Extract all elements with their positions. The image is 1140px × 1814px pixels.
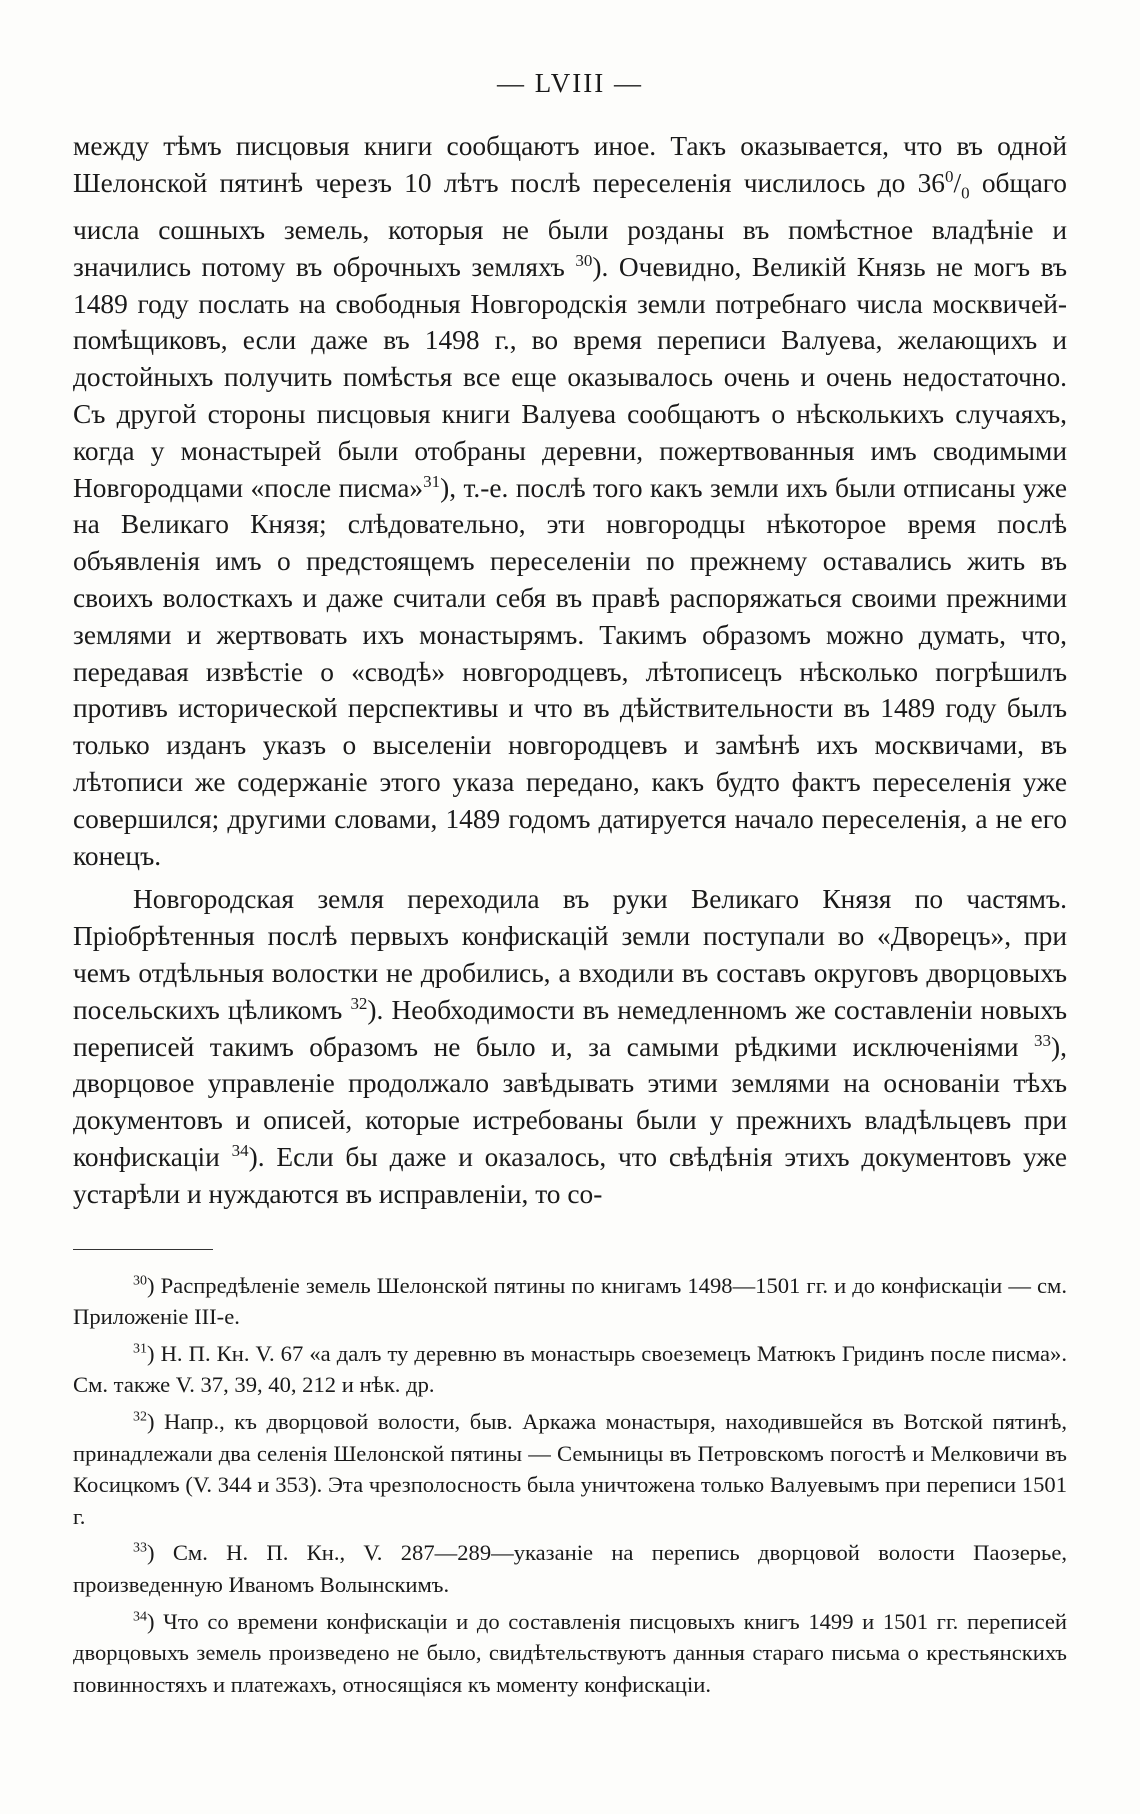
footnote-33 xyxy=(73,1537,1067,1600)
footnote-number: 34 xyxy=(133,1608,147,1624)
footnote-32 xyxy=(73,1406,1067,1532)
paragraph-1 xyxy=(73,128,1067,874)
footnote-text: ) См. Н. П. Кн., V. 287—289—указаніе на перепись дворцовой волости Паозерье, произведенную Иваномъ Волынскимъ. xyxy=(73,1540,1067,1597)
footnote-34 xyxy=(73,1606,1067,1701)
footnote-ref-31: 31 xyxy=(423,471,441,491)
page-number: — LVIII — xyxy=(497,68,643,98)
footnote-text: ) Н. П. Кн. V. 67 «а далъ ту деревню въ монастырь своеземецъ Матюкъ Гридинъ после писма». См. также V. 37, 39, 40, 212 и нѣк. др. xyxy=(73,1340,1067,1398)
footnote-ref-30: 30 xyxy=(575,250,593,270)
footnotes xyxy=(73,1270,1067,1701)
text-run: ). Необходимости въ немедленномъ же составленіи новыхъ переписей такимъ образомъ не было и, за самыми рѣдкими исключеніями xyxy=(73,994,1067,1062)
main-text xyxy=(73,128,1067,1213)
text-run: между тѣмъ писцовыя книги сообщаютъ иное. Такъ оказывается, что въ одной Шелонской пятинѣ черезъ 10 лѣтъ послѣ переселенія числилось до 36 xyxy=(73,131,1067,198)
text-run: ). Если бы даже и оказалось, что свѣдѣнія этихъ документовъ уже устарѣли и нуждаются въ исправленіи, то со- xyxy=(73,1141,1067,1209)
footnote-text: ) Распредѣленіе земель Шелонской пятины по книгамъ 1498—1501 гг. и до конфискаціи — см. Приложеніе III-е. xyxy=(73,1272,1067,1330)
footnote-number: 33 xyxy=(133,1540,147,1556)
percent-sign-upper: 0 xyxy=(944,166,954,186)
footnote-number: 30 xyxy=(133,1273,147,1289)
text-run: Новгородская земля переходила въ руки Великаго Князя по частямъ. Пріобрѣтенныя послѣ первыхъ конфискацій земли поступали во «Дворецъ», при чемъ отдѣльныя волостки не дробились, а входили въ составъ округовъ дворцовыхъ посельскихъ цѣликомъ xyxy=(73,884,1067,1025)
footnote-separator xyxy=(73,1249,213,1250)
footnote-ref-32: 32 xyxy=(350,993,368,1013)
percent-sign-slash: / xyxy=(953,167,962,198)
text-run: ), т.-е. послѣ того какъ земли ихъ были отписаны уже на Великаго Князя; слѣдовательно, эти новгородцы нѣкоторое время послѣ объявленія имъ о предстоящемъ переселеніи по прежнему оставались жить въ своихъ волосткахъ и даже считали себя въ правѣ распоряжаться своими прежними землями и жертвовать ихъ монастырямъ. Такимъ образомъ можно думать, что, передавая извѣстіе о «сводѣ» новгородцевъ, лѣтописецъ нѣсколько погрѣшилъ противъ исторической перспективы и что въ дѣйствительности въ 1489 году былъ только изданъ указъ о выселеніи новгородцевъ и замѣнѣ ихъ москвичами, въ лѣтописи же содержаніе этого указа передано, какъ будто фактъ переселенія уже совершился; другими словами, 1489 годомъ датируется начало переселенія, а не его конецъ. xyxy=(73,472,1067,871)
footnote-31 xyxy=(73,1338,1067,1401)
footnote-number: 32 xyxy=(133,1409,147,1425)
text-run: общаго числа сошныхъ земель, которыя не были розданы въ помѣстное владѣніе и значились потому въ оброчныхъ земляхъ xyxy=(73,167,1067,282)
paragraph-2 xyxy=(73,881,1067,1212)
text-run: ). Очевидно, Великій Князь не могъ въ 1489 году послать на свободныя Новгородскія земли потребнаго числа москвичей-помѣщиковъ, если даже въ 1498 г., во время переписи Валуева, желающихъ и достойныхъ получить помѣстья все еще оказывалось очень и очень недостаточно. Съ другой стороны писцовыя книги Валуева сообщаютъ о нѣсколькихъ случаяхъ, когда у монастырей были отобраны деревни, пожертвованныя имъ сводимыми Новгородцами «после писма» xyxy=(73,251,1067,503)
percent-sign-lower: 0 xyxy=(961,183,970,203)
footnote-text: ) Напр., къ дворцовой волости, быв. Аркажа монастыря, находившейся въ Вотской пятинѣ, принадлежали два селенія Шелонской пятины — Семыницы въ Петровскомъ погостѣ и Мелковичи въ Косицкомъ (V. 344 и 353). Эта чрезполосность была уничтожена только Валуевымъ при переписи 1501 г. xyxy=(73,1408,1067,1529)
footnote-ref-33: 33 xyxy=(1034,1030,1052,1050)
footnote-number: 31 xyxy=(133,1341,147,1357)
footnote-ref-34: 34 xyxy=(231,1140,249,1160)
footnote-text: ) Что со времени конфискаціи и до составленія писцовыхъ книгъ 1499 и 1501 гг. переписей дворцовыхъ земель произведено не было, свидѣтельствуютъ данныя стараго письма о крестьянскихъ повинностяхъ и платежахъ, относящіяся къ моменту конфискаціи. xyxy=(73,1608,1067,1697)
footnote-30 xyxy=(73,1270,1067,1333)
text-run: ), дворцовое управленіе продолжало завѣдывать этими землями на основаніи тѣхъ документовъ и описей, которые истребованы были у прежнихъ владѣльцевъ при конфискаціи xyxy=(73,1031,1067,1172)
